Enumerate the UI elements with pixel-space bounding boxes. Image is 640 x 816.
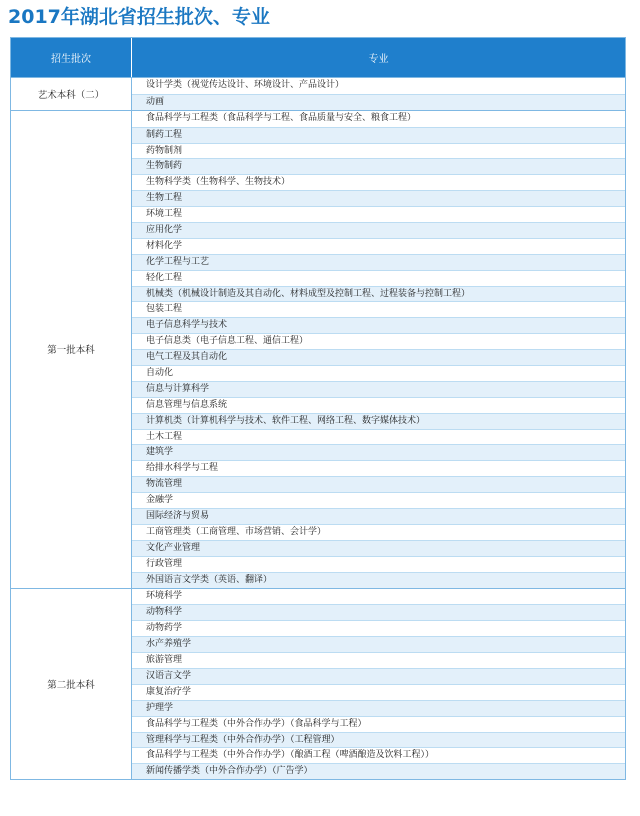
header-batch: 招生批次 bbox=[11, 38, 132, 77]
major-row: 护理学 bbox=[132, 700, 625, 716]
major-row: 食品科学与工程类（中外合作办学）（酿酒工程（啤酒酿造及饮料工程）） bbox=[132, 747, 625, 763]
major-row: 给排水科学与工程 bbox=[132, 460, 625, 476]
major-row: 文化产业管理 bbox=[132, 540, 625, 556]
major-row: 环境工程 bbox=[132, 206, 625, 222]
major-row: 生物科学类（生物科学、生物技术） bbox=[132, 174, 625, 190]
major-row: 土木工程 bbox=[132, 429, 625, 445]
major-row: 物流管理 bbox=[132, 476, 625, 492]
batch-cell: 第二批本科 bbox=[11, 589, 132, 780]
table-header bbox=[11, 38, 625, 77]
batch-group bbox=[11, 77, 625, 110]
batch-cell: 第一批本科 bbox=[11, 111, 132, 588]
major-row: 设计学类（视觉传达设计、环境设计、产品设计） bbox=[132, 78, 625, 94]
major-row: 材料化学 bbox=[132, 238, 625, 254]
major-row: 行政管理 bbox=[132, 556, 625, 572]
majors-list bbox=[132, 589, 625, 780]
major-row: 康复治疗学 bbox=[132, 684, 625, 700]
major-row: 管理科学与工程类（中外合作办学）（工程管理） bbox=[132, 732, 625, 748]
major-row: 国际经济与贸易 bbox=[132, 508, 625, 524]
major-row: 自动化 bbox=[132, 365, 625, 381]
table-body bbox=[11, 77, 625, 779]
major-row: 生物工程 bbox=[132, 190, 625, 206]
batch-group bbox=[11, 588, 625, 780]
major-row: 新闻传播学类（中外合作办学）（广告学） bbox=[132, 763, 625, 779]
major-row: 机械类（机械设计制造及其自动化、材料成型及控制工程、过程装备与控制工程） bbox=[132, 286, 625, 302]
major-row: 工商管理类（工商管理、市场营销、会计学） bbox=[132, 524, 625, 540]
majors-list bbox=[132, 111, 625, 588]
batch-group bbox=[11, 110, 625, 588]
major-row: 化学工程与工艺 bbox=[132, 254, 625, 270]
major-row: 信息管理与信息系统 bbox=[132, 397, 625, 413]
major-row: 动画 bbox=[132, 94, 625, 110]
header-major: 专业 bbox=[368, 54, 389, 65]
major-row: 计算机类（计算机科学与技术、软件工程、网络工程、数字媒体技术） bbox=[132, 413, 625, 429]
major-row: 食品科学与工程类（食品科学与工程、食品质量与安全、粮食工程） bbox=[132, 111, 625, 127]
major-row: 汉语言文学 bbox=[132, 668, 625, 684]
enrollment-table bbox=[10, 37, 626, 780]
major-row: 轻化工程 bbox=[132, 270, 625, 286]
major-row: 环境科学 bbox=[132, 589, 625, 605]
major-row: 生物制药 bbox=[132, 158, 625, 174]
major-row: 电子信息类（电子信息工程、通信工程） bbox=[132, 333, 625, 349]
major-row: 药物制剂 bbox=[132, 143, 625, 159]
major-row: 制药工程 bbox=[132, 127, 625, 143]
batch-cell: 艺术本科（二） bbox=[11, 78, 132, 110]
major-row: 电子信息科学与技术 bbox=[132, 317, 625, 333]
major-row: 应用化学 bbox=[132, 222, 625, 238]
major-row: 旅游管理 bbox=[132, 652, 625, 668]
major-row: 包装工程 bbox=[132, 301, 625, 317]
major-row: 信息与计算科学 bbox=[132, 381, 625, 397]
major-row: 水产养殖学 bbox=[132, 636, 625, 652]
major-row: 外国语言文学类（英语、翻译） bbox=[132, 572, 625, 588]
major-row: 建筑学 bbox=[132, 444, 625, 460]
major-row: 动物药学 bbox=[132, 620, 625, 636]
majors-list bbox=[132, 78, 625, 110]
major-row: 金融学 bbox=[132, 492, 625, 508]
major-row: 电气工程及其自动化 bbox=[132, 349, 625, 365]
major-row: 动物科学 bbox=[132, 604, 625, 620]
major-row: 食品科学与工程类（中外合作办学）（食品科学与工程） bbox=[132, 716, 625, 732]
page-title: 2017年湖北省招生批次、专业 bbox=[8, 6, 270, 28]
